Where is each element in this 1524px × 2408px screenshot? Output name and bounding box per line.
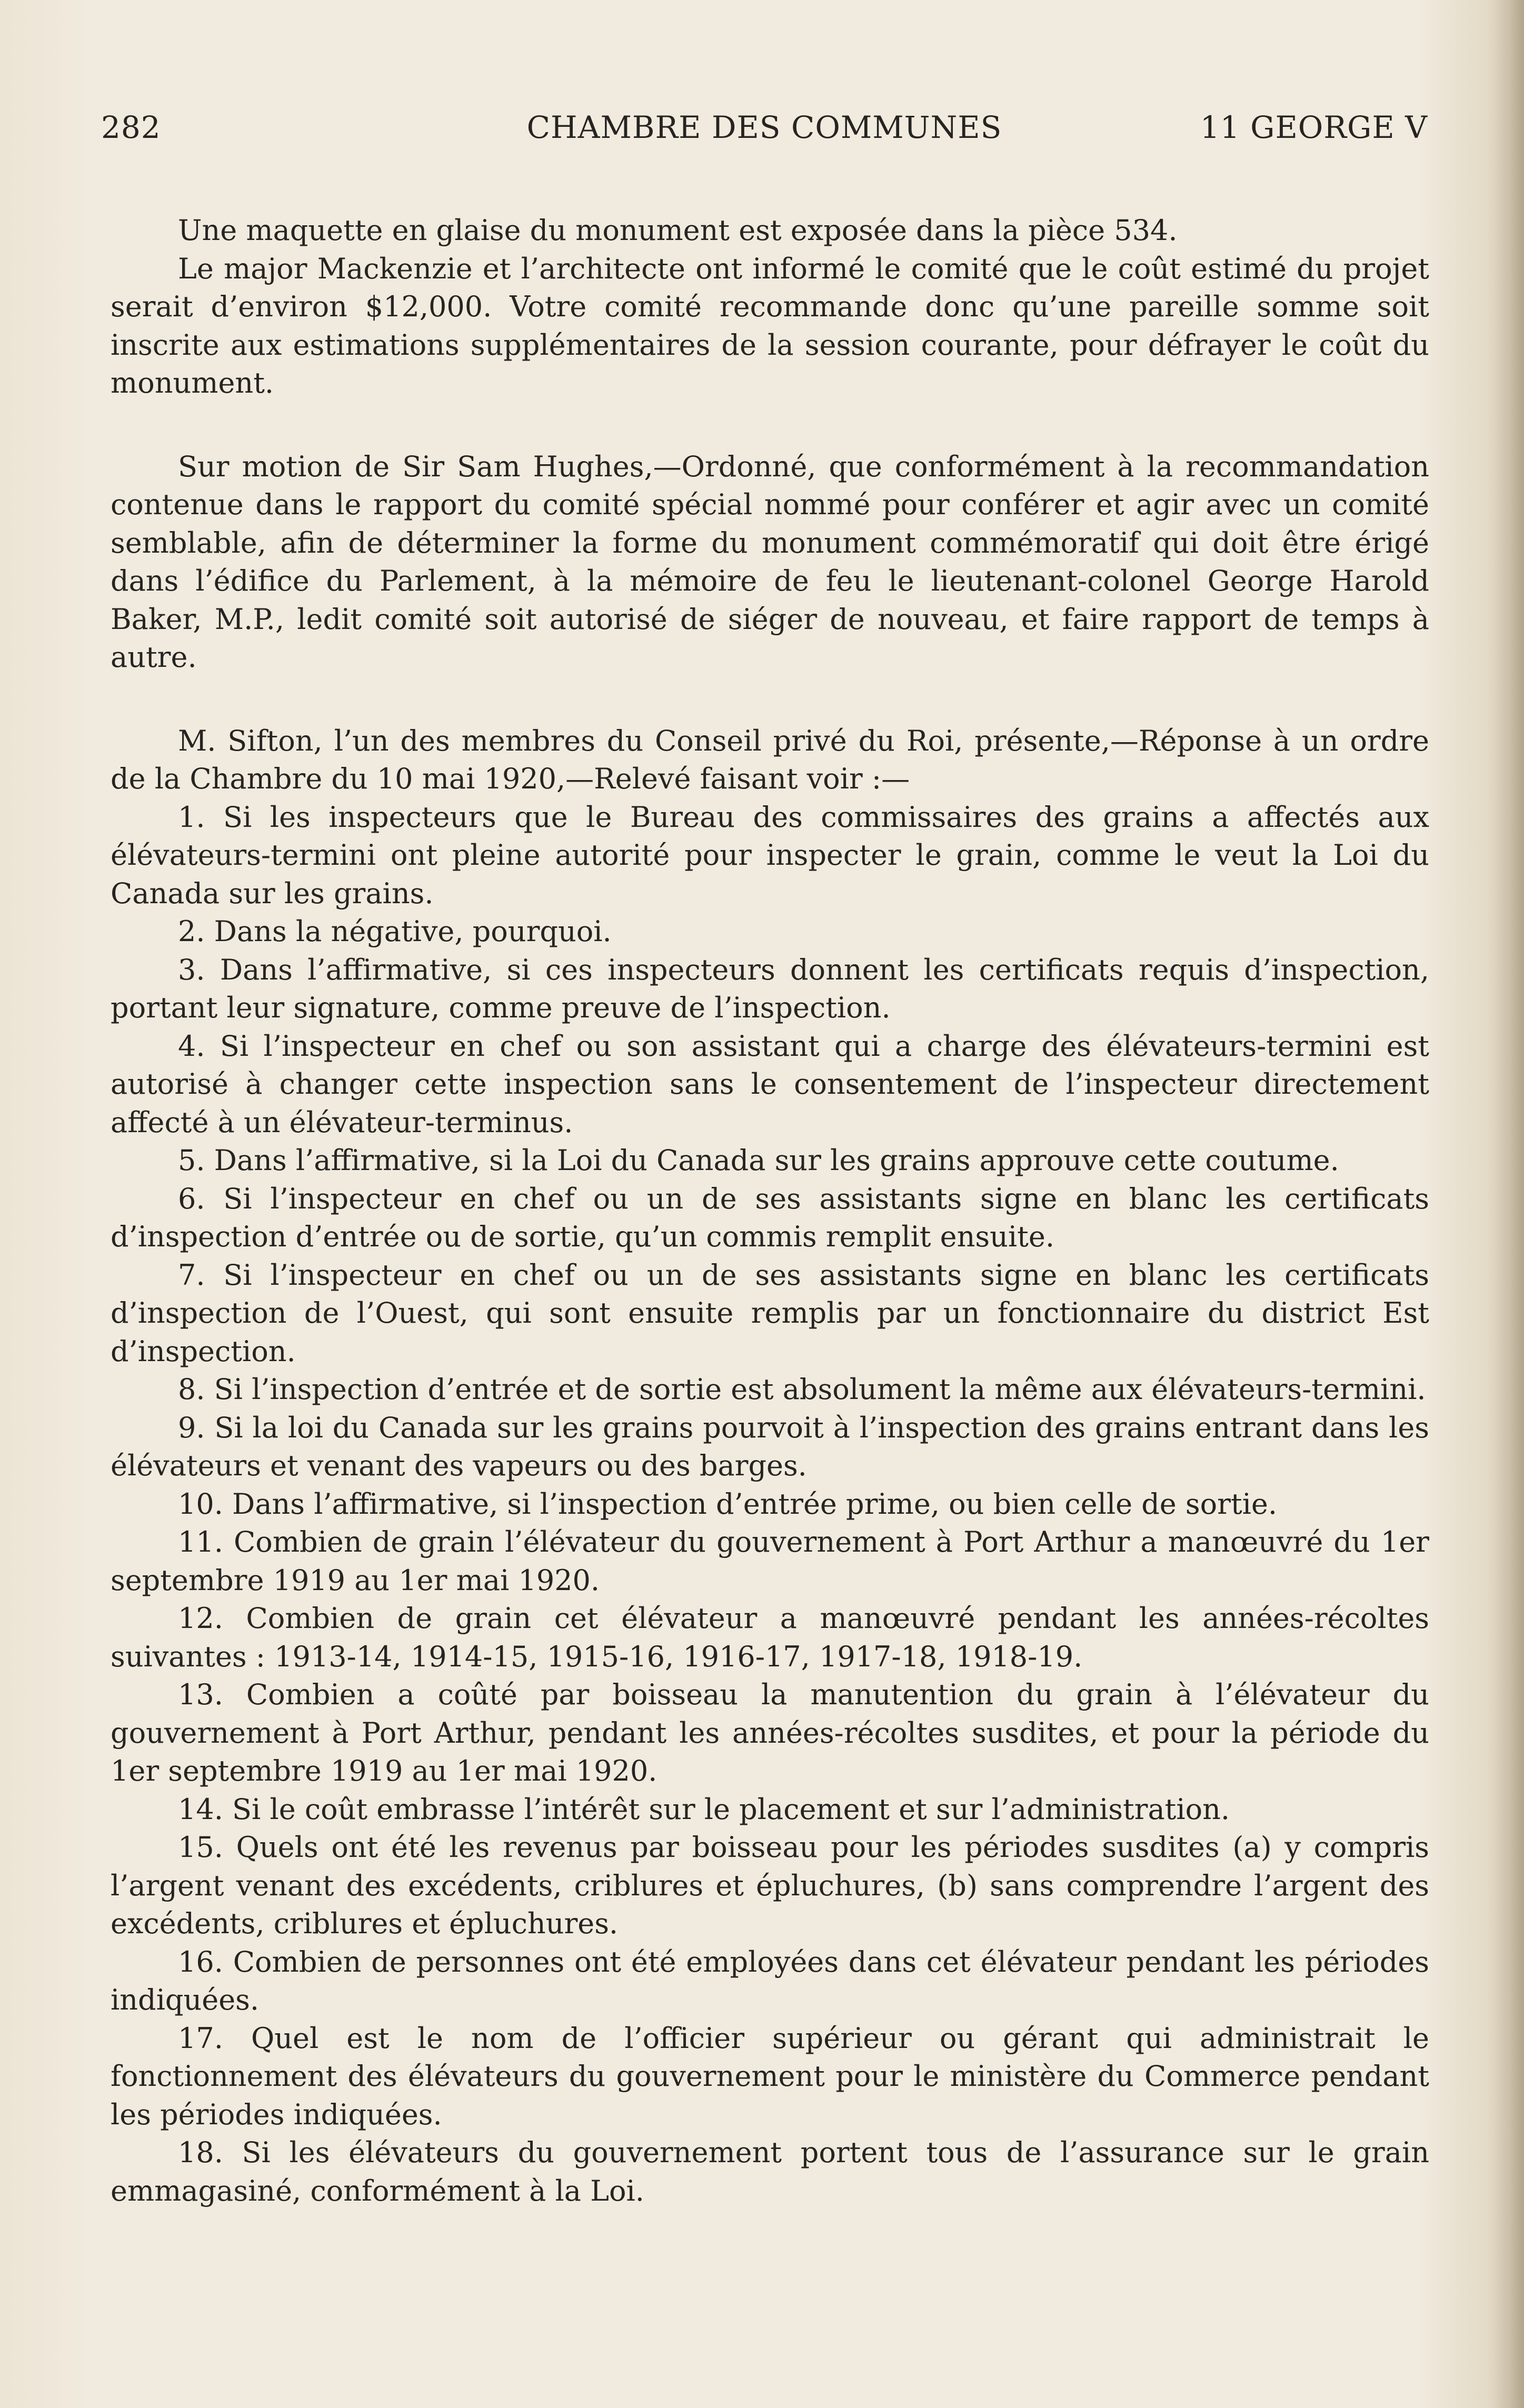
list-item: 15. Quels ont été les revenus par boisseau pour les périodes susdites (a) y compris l’argent venant des excédents, criblures et épluchures, (b) sans comprendre l’argent des excédents, criblures et épluchures. (111, 1831, 1429, 1940)
list-item: 16. Combien de personnes ont été employées dans cet élévateur pendant les périodes indiquées. (111, 1945, 1429, 2016)
list-item: 14. Si le coût embrasse l’intérêt sur le placement et sur l’administration. (178, 1792, 1230, 1826)
list-item: 17. Quel est le nom de l’officier supérieur ou gérant qui administrait le fonctionnement des élévateurs du gouvernement pour le ministère du Commerce pendant les périodes indiquées. (111, 2021, 1429, 2131)
running-header (101, 109, 1428, 157)
list-item: 9. Si la loi du Canada sur les grains pourvoit à l’inspection des grains entrant dans les élévateurs et venant des vapeurs ou des barges. (111, 1411, 1429, 1482)
page-number: 282 (101, 109, 161, 145)
paragraph-mackenzie: Le major Mackenzie et l’architecte ont informé le comité que le coût estimé du projet serait d’environ $12,000. Votre comité recommande donc qu’une pareille somme soit inscrite aux estimations supplémentaires de la session courante, pour défrayer le coût du monument. (111, 252, 1429, 399)
page-edge-shadow (1487, 0, 1524, 2408)
list-item: 5. Dans l’affirmative, si la Loi du Canada sur les grains approuve cette coutume. (178, 1144, 1339, 1177)
paragraph-sifton: M. Sifton, l’un des membres du Conseil privé du Roi, présente,—Réponse à un ordre de la Chambre du 10 mai 1920,—Relevé faisant voir :— (111, 724, 1429, 795)
paragraph-maquette: Une maquette en glaise du monument est exposée dans la pièce 534. (178, 214, 1178, 247)
list-item: 2. Dans la négative, pourquoi. (178, 915, 612, 948)
page-title: CHAMBRE DES COMMUNES (526, 109, 1002, 145)
list-item: 12. Combien de grain cet élévateur a manœuvré pendant les années-récoltes suivantes : 1913-14, 1914-15, 1915-16, 1916-17, 1917-18, 1918-19. (111, 1602, 1429, 1673)
body-text (111, 212, 1429, 2210)
list-item: 10. Dans l’affirmative, si l’inspection d’entrée prime, ou bien celle de sortie. (178, 1487, 1278, 1521)
regnal-year: 11 GEORGE V (1200, 109, 1428, 145)
paragraph-motion-hughes: Sur motion de Sir Sam Hughes,—Ordonné, que conformément à la recommandation contenue dans le rapport du comité spécial nommé pour conférer et agir avec un comité semblable, afin de déterminer la forme du monument commémoratif qui doit être érigé dans l’édifice du Parlement, à la mémoire de feu le lieutenant-colonel George Harold Baker, M.P., ledit comité soit autorisé de siéger de nouveau, et faire rapport de temps à autre. (111, 449, 1429, 674)
list-item: 1. Si les inspecteurs que le Bureau des commissaires des grains a affectés aux élévateurs-termini ont pleine autorité pour inspecter le grain, comme le veut la Loi du Canada sur les grains. (111, 800, 1429, 910)
list-item: 6. Si l’inspecteur en chef ou un de ses assistants signe en blanc les certificats d’inspection d’entrée ou de sortie, qu’un commis remplit ensuite. (111, 1182, 1429, 1253)
list-item: 11. Combien de grain l’élévateur du gouvernement à Port Arthur a manœuvré du 1er septembre 1919 au 1er mai 1920. (111, 1525, 1429, 1597)
list-item: 18. Si les élévateurs du gouvernement portent tous de l’assurance sur le grain emmagasiné, conformément à la Loi. (111, 2136, 1429, 2207)
list-item: 7. Si l’inspecteur en chef ou un de ses assistants signe en blanc les certificats d’inspection de l’Ouest, qui sont ensuite remplis par un fonctionnaire du district Est d’inspection. (111, 1258, 1429, 1368)
list-item: 13. Combien a coûté par boisseau la manutention du grain à l’élévateur du gouvernement à Port Arthur, pendant les années-récoltes susdites, et pour la période du 1er septembre 1919 au 1er mai 1920. (111, 1678, 1429, 1787)
list-item: 4. Si l’inspecteur en chef ou son assistant qui a charge des élévateurs-termini est autorisé à changer cette inspection sans le consentement de l’inspecteur directement affecté à un élévateur-terminus. (111, 1029, 1429, 1139)
list-item: 8. Si l’inspection d’entrée et de sortie est absolument la même aux élévateurs-termini. (178, 1373, 1426, 1406)
list-item: 3. Dans l’affirmative, si ces inspecteurs donnent les certificats requis d’inspection, portant leur signature, comme preuve de l’inspection. (111, 953, 1429, 1024)
